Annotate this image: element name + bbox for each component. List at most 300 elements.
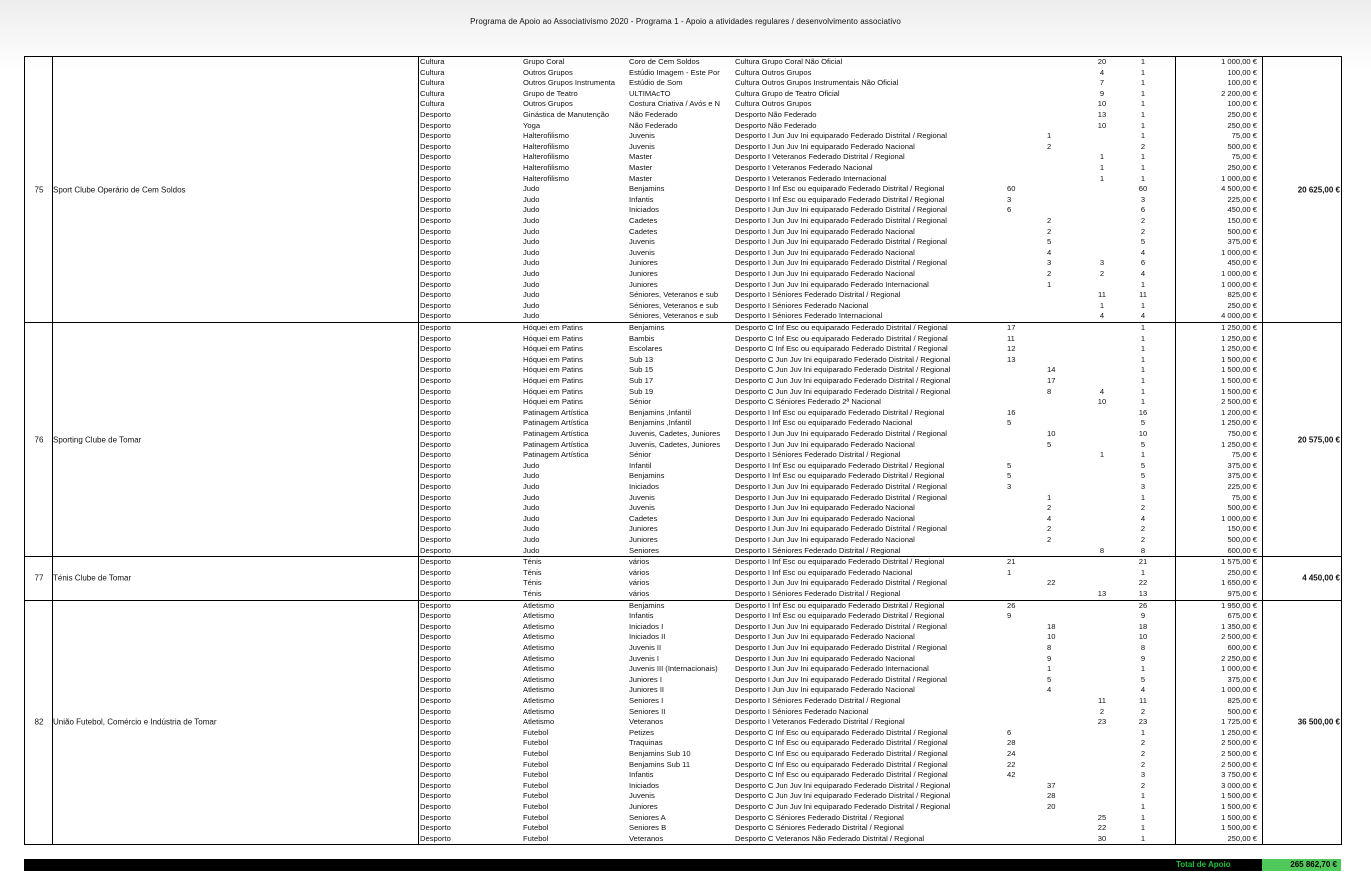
area-cell: Desporto — [420, 674, 451, 684]
modality-cell: Outros Grupos — [523, 67, 573, 77]
count-cell: 60 — [1007, 184, 1016, 194]
modality-cell: Judo — [523, 258, 540, 268]
modality-cell: Ténis — [523, 578, 542, 588]
total-row — [24, 859, 1341, 871]
units-cell: 8 — [1140, 642, 1146, 652]
amount-cell: 1 350,00 € — [1221, 621, 1257, 631]
amount-cell: 500,00 € — [1227, 706, 1257, 716]
category-cell: Desporto C Jun Juv Ini equiparado Federado Distrital / Regional — [735, 354, 951, 364]
units-cell: 4 — [1140, 311, 1146, 321]
level-cell: Estúdio Imagem - Este Por — [629, 67, 720, 77]
area-cell: Desporto — [420, 269, 451, 278]
amount-cell: 1 950,00 € — [1221, 600, 1257, 610]
units-cell: 6 — [1140, 205, 1146, 215]
table-row — [25, 611, 1342, 622]
level-cell: Iniciados — [629, 780, 659, 790]
area-cell: Desporto — [420, 397, 451, 407]
level-cell: Juvenis — [629, 141, 655, 151]
count-cell: 23 — [1097, 717, 1107, 727]
area-cell: Desporto — [420, 748, 451, 758]
table-row — [25, 110, 1342, 121]
total-value: 265 862,70 € — [1262, 859, 1341, 871]
area-cell: Desporto — [420, 141, 451, 151]
units-cell: 2 — [1140, 141, 1146, 151]
category-cell: Desporto I Jun Juv Ini equiparado Federado Internacional — [735, 279, 929, 289]
category-cell: Cultura Grupo Coral Não Oficial — [735, 57, 843, 66]
units-cell: 1 — [1140, 492, 1146, 502]
category-cell: Desporto I Inf Esc ou equiparado Federado Distrital / Regional — [735, 557, 945, 567]
units-cell: 1 — [1140, 120, 1146, 130]
count-cell: 2 — [1099, 269, 1105, 278]
area-cell: Desporto — [420, 791, 451, 801]
units-cell: 1 — [1140, 397, 1146, 407]
level-cell: Juniores — [629, 524, 658, 534]
category-cell: Desporto I Jun Juv Ini equiparado Federado Distrital / Regional — [735, 216, 947, 225]
count-cell: 5 — [1007, 471, 1012, 481]
modality-cell: Ténis — [523, 557, 542, 567]
units-cell: 1 — [1140, 727, 1146, 737]
area-cell: Desporto — [420, 376, 451, 385]
category-cell: Desporto I Inf Esc ou equiparado Federado Distrital / Regional — [735, 460, 945, 470]
count-cell: 1 — [1047, 279, 1052, 289]
units-cell: 1 — [1140, 450, 1146, 460]
units-cell: 1 — [1140, 376, 1146, 385]
amount-cell: 1 500,00 € — [1221, 801, 1257, 811]
category-cell: Desporto C Inf Esc ou equiparado Federado Distrital / Regional — [735, 323, 948, 332]
level-cell: Iniciados II — [629, 632, 666, 642]
units-cell: 1 — [1140, 279, 1146, 289]
category-cell: Desporto C Inf Esc ou equiparado Federado Distrital / Regional — [735, 759, 948, 769]
area-cell: Desporto — [420, 706, 451, 716]
count-cell: 28 — [1047, 791, 1056, 801]
club-number: 77 — [34, 573, 44, 583]
category-cell: Desporto C Jun Juv Ini equiparado Federado Distrital / Regional — [735, 801, 951, 811]
units-cell: 2 — [1140, 738, 1146, 748]
units-cell: 10 — [1138, 429, 1148, 438]
category-cell: Desporto C Inf Esc ou equiparado Federado Distrital / Regional — [735, 333, 948, 343]
level-cell: Iniciados I — [629, 621, 664, 631]
count-cell: 1 — [1099, 173, 1105, 183]
level-cell: Master — [629, 173, 653, 183]
table-row — [25, 142, 1342, 153]
amount-cell: 975,00 € — [1227, 588, 1257, 598]
table-row — [25, 654, 1342, 665]
count-cell: 37 — [1047, 780, 1056, 790]
count-cell: 1 — [1047, 664, 1052, 674]
table-row — [25, 184, 1342, 195]
count-cell: 1 — [1099, 163, 1105, 172]
club-name: Sporting Clube de Tomar — [53, 435, 142, 445]
units-cell: 16 — [1138, 407, 1148, 417]
area-cell: Desporto — [420, 258, 451, 268]
category-cell: Desporto I Séniores Federado Distrital / Regional — [735, 588, 901, 598]
count-cell: 2 — [1047, 216, 1052, 225]
area-cell: Desporto — [420, 247, 451, 257]
category-cell: Desporto I Jun Juv Ini equiparado Federado Distrital / Regional — [735, 642, 947, 652]
count-cell: 4 — [1099, 311, 1105, 321]
area-cell: Cultura — [420, 99, 445, 109]
level-cell: vários — [629, 567, 650, 577]
modality-cell: Judo — [523, 194, 540, 204]
table-row — [25, 664, 1342, 675]
modality-cell: Outros Grupos Instrumenta — [523, 78, 616, 88]
modality-cell: Hóquei em Patins — [523, 323, 583, 332]
units-cell: 1 — [1140, 300, 1146, 310]
area-cell: Desporto — [420, 194, 451, 204]
table-row — [25, 440, 1342, 451]
category-cell: Desporto I Jun Juv Ini equiparado Federado Distrital / Regional — [735, 674, 947, 684]
amount-cell: 1 575,00 € — [1221, 557, 1257, 567]
count-cell: 25 — [1097, 812, 1107, 822]
level-cell: Master — [629, 163, 653, 172]
level-cell: Estúdio de Som — [629, 78, 683, 88]
count-cell: 22 — [1047, 578, 1056, 588]
level-cell: Séniores, Veteranos e sub — [629, 290, 719, 300]
level-cell: Juvenis — [629, 237, 655, 247]
area-cell: Desporto — [420, 120, 451, 130]
amount-cell: 1 000,00 € — [1221, 664, 1257, 674]
category-cell: Desporto I Séniores Federado Distrital / Regional — [735, 290, 901, 300]
category-cell: Desporto I Séniores Federado Internacional — [735, 311, 883, 321]
amount-cell: 1 500,00 € — [1221, 823, 1257, 833]
modality-cell: Hóquei em Patins — [523, 365, 583, 375]
table-row — [25, 760, 1342, 771]
count-cell: 22 — [1007, 759, 1016, 769]
table-row — [25, 121, 1342, 132]
units-cell: 1 — [1140, 812, 1146, 822]
table-row — [25, 749, 1342, 760]
modality-cell: Atletismo — [523, 685, 555, 695]
level-cell: Juniores — [629, 258, 658, 268]
count-cell: 2 — [1047, 503, 1052, 513]
category-cell: Desporto I Séniores Federado Nacional — [735, 300, 869, 310]
level-cell: Benjamins — [629, 184, 665, 194]
units-cell: 3 — [1140, 770, 1146, 780]
count-cell: 2 — [1099, 706, 1105, 716]
units-cell: 5 — [1140, 418, 1146, 428]
amount-cell: 500,00 € — [1227, 535, 1257, 544]
area-cell: Desporto — [420, 471, 451, 481]
amount-cell: 225,00 € — [1227, 194, 1257, 204]
club-total: 20 575,00 € — [1297, 435, 1340, 445]
category-cell: Desporto I Jun Juv Ini equiparado Federado Distrital / Regional — [735, 205, 947, 215]
category-cell: Desporto C Jun Juv Ini equiparado Federado Distrital / Regional — [735, 376, 951, 385]
amount-cell: 1 000,00 € — [1221, 685, 1257, 695]
modality-cell: Futebol — [523, 780, 549, 790]
table-row — [25, 334, 1342, 345]
count-cell: 20 — [1047, 801, 1056, 811]
units-cell: 1 — [1140, 323, 1146, 332]
area-cell: Desporto — [420, 823, 451, 833]
count-cell: 5 — [1047, 237, 1052, 247]
modality-cell: Hóquei em Patins — [523, 386, 583, 396]
modality-cell: Futebol — [523, 823, 549, 833]
category-cell: Desporto I Veteranos Federado Internacional — [735, 173, 887, 183]
amount-cell: 1 650,00 € — [1221, 578, 1257, 588]
area-cell: Desporto — [420, 833, 451, 843]
category-cell: Desporto C Veteranos Não Federado Distrital / Regional — [735, 833, 925, 843]
amount-cell: 1 500,00 € — [1221, 791, 1257, 801]
club-name: Ténis Clube de Tomar — [53, 573, 132, 583]
level-cell: Juniores — [629, 801, 658, 811]
category-cell: Desporto C Séniores Federado Distrital / Regional — [735, 812, 904, 822]
category-cell: Desporto I Séniores Federado Distrital / Regional — [735, 545, 901, 555]
amount-cell: 250,00 € — [1227, 833, 1257, 843]
amount-cell: 1 000,00 € — [1221, 279, 1257, 289]
count-cell: 5 — [1007, 460, 1012, 470]
category-cell: Desporto C Inf Esc ou equiparado Federado Distrital / Regional — [735, 770, 948, 780]
units-cell: 21 — [1138, 557, 1148, 567]
club-number: 75 — [34, 185, 44, 194]
club-number: 76 — [34, 435, 44, 445]
table-row — [25, 461, 1342, 472]
count-cell: 17 — [1047, 376, 1056, 385]
amount-cell: 375,00 € — [1227, 471, 1257, 481]
amount-cell: 375,00 € — [1227, 237, 1257, 247]
level-cell: Benjamins ,Infantil — [629, 407, 692, 417]
category-cell: Desporto C Jun Juv Ini equiparado Federado Distrital / Regional — [735, 780, 951, 790]
table-row — [25, 685, 1342, 696]
count-cell: 12 — [1007, 344, 1016, 354]
modality-cell: Halterofilismo — [523, 131, 569, 141]
category-cell: Desporto I Inf Esc ou equiparado Federado Distrital / Regional — [735, 194, 945, 204]
amount-cell: 75,00 € — [1231, 131, 1257, 141]
count-cell: 8 — [1047, 642, 1052, 652]
club-total: 4 450,00 € — [1302, 573, 1340, 583]
area-cell: Desporto — [420, 600, 451, 610]
level-cell: Sénior — [629, 450, 651, 460]
level-cell: Não Federado — [629, 110, 678, 119]
table-row — [25, 813, 1342, 824]
units-cell: 5 — [1140, 460, 1146, 470]
table-row — [25, 643, 1342, 654]
area-cell: Desporto — [420, 205, 451, 215]
units-cell: 1 — [1140, 791, 1146, 801]
level-cell: Iniciados — [629, 205, 659, 215]
category-cell: Desporto I Inf Esc ou equiparado Federado Nacional — [735, 567, 913, 577]
amount-cell: 1 725,00 € — [1221, 717, 1257, 727]
table-row — [25, 791, 1342, 802]
units-cell: 2 — [1140, 748, 1146, 758]
modality-cell: Judo — [523, 545, 540, 555]
modality-cell: Atletismo — [523, 717, 555, 727]
level-cell: Benjamins Sub 11 — [629, 759, 691, 769]
count-cell: 18 — [1047, 621, 1056, 631]
count-cell: 5 — [1007, 418, 1012, 428]
units-cell: 3 — [1140, 482, 1146, 491]
table-row — [25, 514, 1342, 525]
category-cell: Desporto I Jun Juv Ini equiparado Federado Nacional — [735, 653, 915, 663]
level-cell: Master — [629, 152, 653, 162]
level-cell: Seniores B — [629, 823, 667, 833]
area-cell: Desporto — [420, 535, 451, 544]
table-row — [25, 535, 1342, 546]
area-cell: Desporto — [420, 780, 451, 790]
amount-cell: 1 500,00 € — [1221, 386, 1257, 396]
units-cell: 1 — [1140, 88, 1146, 98]
units-cell: 1 — [1140, 67, 1146, 77]
area-cell: Desporto — [420, 237, 451, 247]
level-cell: Veteranos — [629, 833, 664, 843]
modality-cell: Ténis — [523, 588, 542, 598]
units-cell: 1 — [1140, 823, 1146, 833]
count-cell: 10 — [1047, 632, 1056, 642]
count-cell: 11 — [1098, 695, 1106, 705]
units-cell: 4 — [1140, 513, 1146, 523]
modality-cell: Atletismo — [523, 621, 555, 631]
level-cell: Escolares — [629, 344, 663, 354]
category-cell: Desporto Não Federado — [735, 120, 817, 130]
modality-cell: Outros Grupos — [523, 99, 573, 109]
category-cell: Desporto I Jun Juv Ini equiparado Federado Nacional — [735, 247, 915, 257]
units-cell: 4 — [1140, 269, 1146, 278]
table-row — [25, 258, 1342, 269]
amount-cell: 100,00 € — [1227, 99, 1257, 109]
units-cell: 1 — [1140, 567, 1146, 577]
table-row — [25, 557, 1342, 568]
units-cell: 11 — [1139, 290, 1147, 300]
modality-cell: Patinagem Artística — [523, 429, 589, 438]
level-cell: Benjamins Sub 10 — [629, 748, 691, 758]
units-cell: 5 — [1140, 471, 1146, 481]
modality-cell: Futebol — [523, 812, 549, 822]
level-cell: vários — [629, 578, 650, 588]
amount-cell: 1 250,00 € — [1221, 439, 1257, 449]
modality-cell: Judo — [523, 247, 540, 257]
count-cell: 2 — [1047, 141, 1052, 151]
amount-cell: 150,00 € — [1227, 524, 1257, 534]
category-cell: Desporto I Jun Juv Ini equiparado Federado Distrital / Regional — [735, 237, 947, 247]
table-row — [25, 99, 1342, 110]
modality-cell: Grupo Coral — [523, 57, 565, 66]
category-cell: Desporto I Inf Esc ou equiparado Federado Distrital / Regional — [735, 407, 945, 417]
level-cell: Juvenis — [629, 131, 655, 141]
units-cell: 1 — [1140, 99, 1146, 109]
table-row — [25, 418, 1342, 429]
count-cell: 7 — [1099, 78, 1105, 88]
amount-cell: 250,00 € — [1227, 110, 1257, 119]
level-cell: Juvenis III (Internacionais) — [629, 664, 718, 674]
table-row — [25, 195, 1342, 206]
units-cell: 9 — [1140, 653, 1146, 663]
category-cell: Desporto I Veteranos Federado Distrital / Regional — [735, 717, 905, 727]
table-row — [25, 280, 1342, 291]
units-cell: 2 — [1140, 535, 1146, 544]
count-cell: 10 — [1047, 429, 1056, 438]
level-cell: Sub 15 — [629, 365, 654, 375]
area-cell: Cultura — [420, 78, 445, 88]
level-cell: Seniores I — [629, 695, 664, 705]
count-cell: 4 — [1047, 247, 1052, 257]
club-block — [25, 57, 1342, 323]
area-cell: Cultura — [420, 57, 445, 66]
modality-cell: Atletismo — [523, 600, 555, 610]
count-cell: 5 — [1047, 674, 1052, 684]
table-row — [25, 493, 1342, 504]
amount-cell: 1 250,00 € — [1221, 418, 1257, 428]
amount-cell: 2 200,00 € — [1221, 88, 1257, 98]
amount-cell: 75,00 € — [1231, 492, 1257, 502]
amount-cell: 2 500,00 € — [1221, 632, 1257, 642]
amount-cell: 1 250,00 € — [1221, 727, 1257, 737]
level-cell: Veteranos — [629, 717, 664, 727]
level-cell: Juvenis — [629, 503, 655, 513]
table-row — [25, 589, 1342, 600]
support-table — [24, 56, 1342, 845]
amount-cell: 1 250,00 € — [1221, 333, 1257, 343]
area-cell: Desporto — [420, 110, 451, 119]
category-cell: Cultura Grupo de Teatro Oficial — [735, 88, 840, 98]
level-cell: Juvenis — [629, 247, 655, 257]
amount-cell: 75,00 € — [1231, 450, 1257, 460]
count-cell: 1 — [1099, 300, 1105, 310]
modality-cell: Halterofilismo — [523, 163, 569, 172]
count-cell: 3 — [1007, 194, 1012, 204]
category-cell: Desporto I Séniores Federado Distrital / Regional — [735, 450, 901, 460]
count-cell: 4 — [1099, 67, 1105, 77]
count-cell: 8 — [1047, 386, 1052, 396]
amount-cell: 3 000,00 € — [1221, 780, 1257, 790]
table-row — [25, 355, 1342, 366]
category-cell: Cultura Outros Grupos Instrumentais Não Oficial — [735, 78, 899, 88]
amount-cell: 500,00 € — [1227, 141, 1257, 151]
count-cell: 2 — [1047, 269, 1052, 278]
category-cell: Desporto I Jun Juv Ini equiparado Federado Distrital / Regional — [735, 131, 947, 141]
category-cell: Cultura Outros Grupos — [735, 99, 812, 109]
area-cell: Desporto — [420, 664, 451, 674]
modality-cell: Hóquei em Patins — [523, 354, 583, 364]
table-row — [25, 568, 1342, 579]
modality-cell: Patinagem Artística — [523, 407, 589, 417]
level-cell: Bambis — [629, 333, 655, 343]
table-row — [25, 216, 1342, 227]
club-number: 82 — [34, 717, 44, 727]
area-cell: Desporto — [420, 152, 451, 162]
level-cell: Juvenis — [629, 492, 655, 502]
level-cell: Juvenis II — [629, 642, 662, 652]
modality-cell: Judo — [523, 184, 540, 194]
units-cell: 2 — [1140, 780, 1146, 790]
area-cell: Desporto — [420, 695, 451, 705]
category-cell: Desporto I Inf Esc ou equiparado Federado Distrital / Regional — [735, 184, 945, 194]
area-cell: Desporto — [420, 578, 451, 588]
amount-cell: 500,00 € — [1227, 503, 1257, 513]
count-cell: 11 — [1007, 333, 1015, 343]
level-cell: Infantil — [629, 460, 652, 470]
count-cell: 1 — [1047, 131, 1052, 141]
modality-cell: Atletismo — [523, 611, 555, 621]
category-cell: Desporto I Inf Esc ou equiparado Federado Distrital / Regional — [735, 600, 945, 610]
count-cell: 3 — [1099, 258, 1105, 268]
area-cell: Desporto — [420, 163, 451, 172]
units-cell: 1 — [1140, 131, 1146, 141]
units-cell: 2 — [1140, 226, 1146, 236]
table-row — [25, 89, 1342, 100]
level-cell: vários — [629, 588, 650, 598]
amount-cell: 1 000,00 € — [1221, 247, 1257, 257]
table-row — [25, 301, 1342, 312]
area-cell: Desporto — [420, 407, 451, 417]
club-block — [25, 323, 1342, 557]
count-cell: 2 — [1047, 535, 1052, 544]
area-cell: Desporto — [420, 738, 451, 748]
count-cell: 1 — [1007, 567, 1012, 577]
count-cell: 17 — [1007, 323, 1016, 332]
units-cell: 1 — [1140, 801, 1146, 811]
category-cell: Desporto C Séniores Federado Distrital / Regional — [735, 823, 904, 833]
area-cell: Desporto — [420, 759, 451, 769]
modality-cell: Atletismo — [523, 674, 555, 684]
